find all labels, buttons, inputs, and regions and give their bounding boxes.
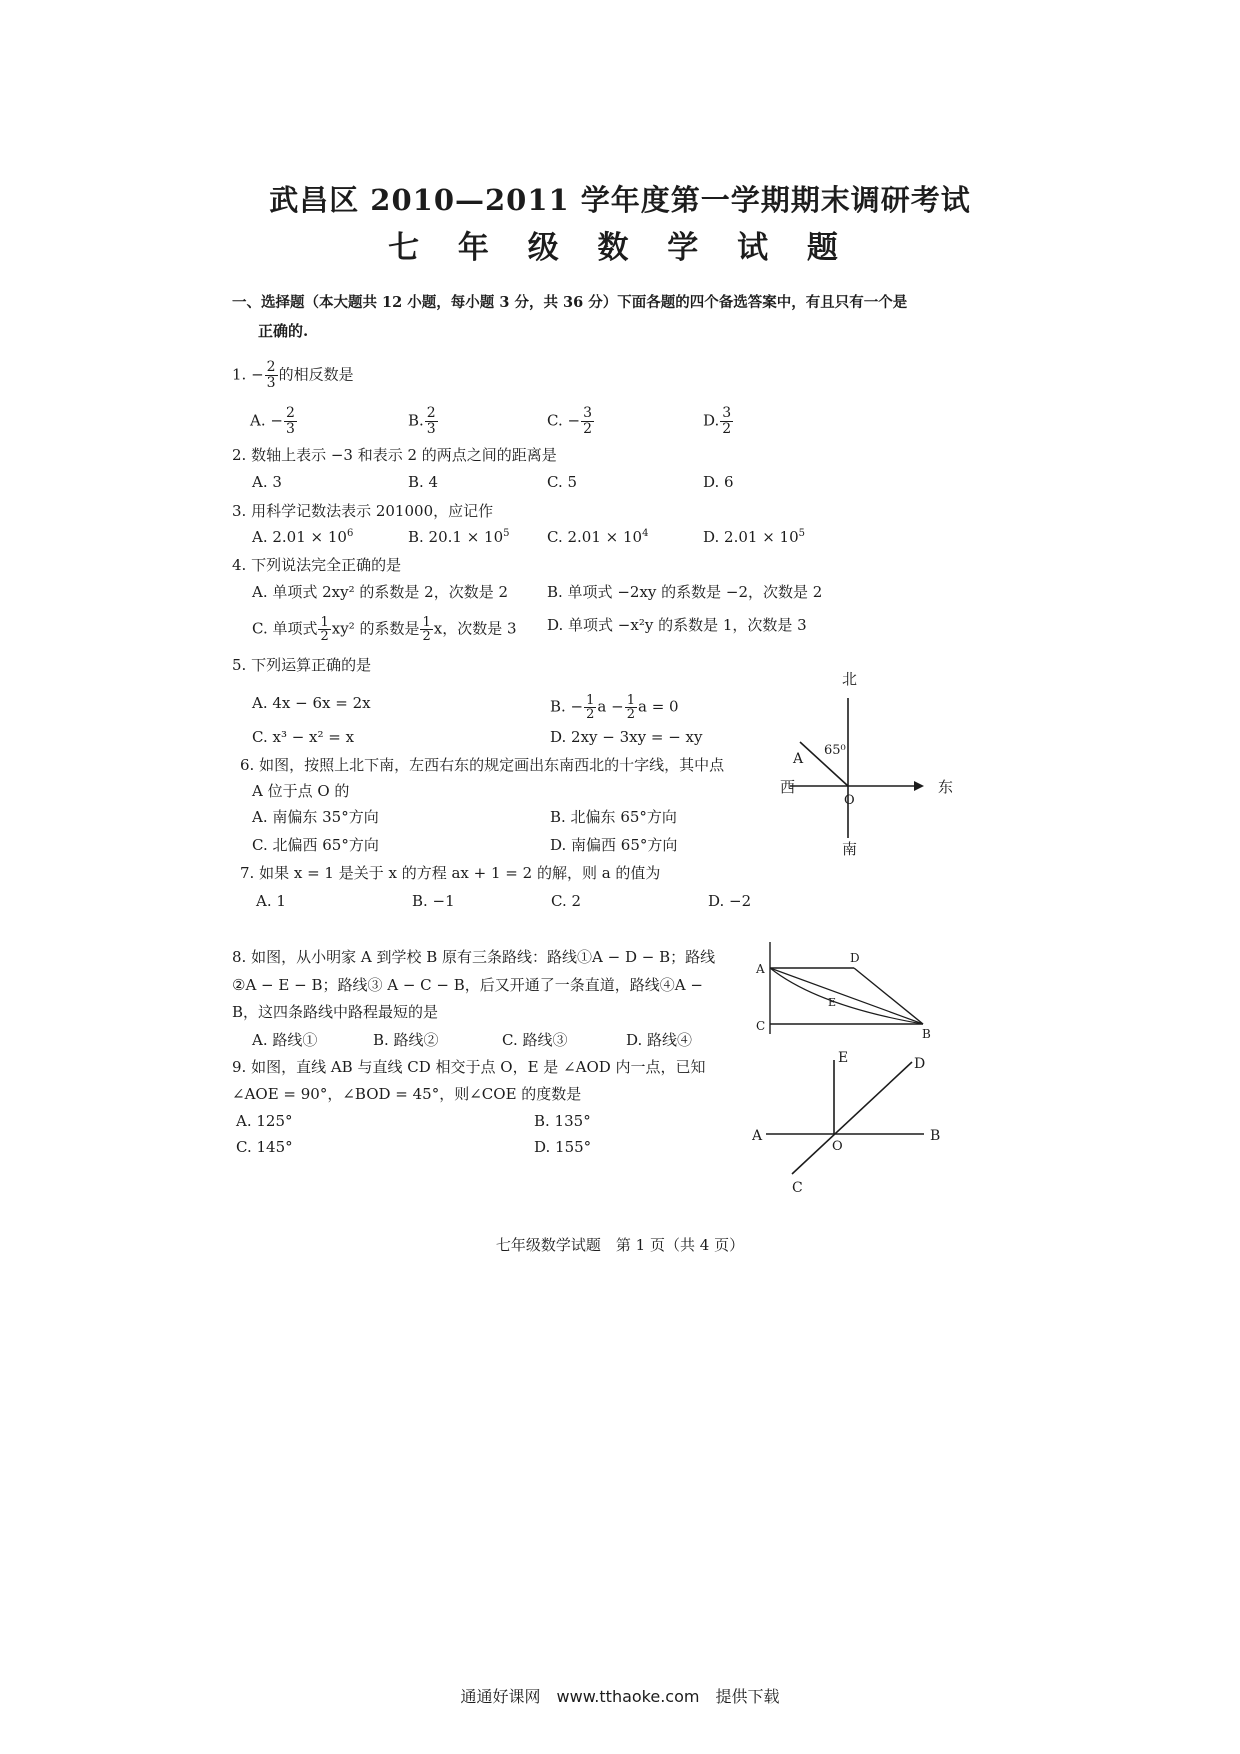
q8-routes-figure — [748, 940, 938, 1040]
q3-c-exp: 4 — [642, 528, 649, 539]
q6-compass-figure — [780, 670, 960, 870]
q3-c-text: C. 2.01 × 10 — [547, 528, 643, 546]
q1-c-label: C. — [547, 411, 563, 430]
q2-option-d: D. 6 — [703, 473, 734, 491]
q7-option-a: A. 1 — [256, 892, 286, 910]
q1-option-b — [408, 406, 439, 437]
q1-b-label: B. — [408, 411, 424, 430]
q1-option-c — [547, 406, 595, 437]
segment-a-b — [770, 968, 923, 1024]
q2-option-a: A. 3 — [252, 473, 282, 491]
q1-b-top: 2 — [426, 405, 436, 421]
q5-b-fraction1 — [584, 694, 596, 721]
label-d: D — [850, 951, 860, 965]
q1-number: 1. — [232, 365, 247, 384]
q1-a-bot: 3 — [285, 421, 295, 437]
section1-heading-cont: 正确的. — [258, 322, 309, 340]
q1-d-top: 3 — [722, 405, 732, 421]
q5-b-mid: a − — [597, 697, 624, 716]
label-a: A — [752, 1128, 763, 1144]
q6-stem-cont: A 位于点 O 的 — [252, 782, 350, 800]
q8-option-a: A. 路线① — [252, 1031, 318, 1049]
q9-stem-cont: ∠AOE = 90°，∠BOD = 45°，则∠COE 的度数是 — [232, 1085, 582, 1103]
q1-a-top: 2 — [285, 405, 295, 421]
q1-fraction-bottom: 3 — [266, 375, 276, 391]
q9-option-a: A. 125° — [236, 1112, 293, 1130]
q4-c-f1-top: 1 — [320, 615, 329, 630]
q1-c-sign: − — [567, 411, 581, 430]
q7-option-d: D. −2 — [708, 892, 752, 910]
q1-a-fraction — [284, 406, 297, 437]
q1-a-label: A. — [250, 411, 266, 430]
q3-option-b — [408, 528, 510, 546]
q5-b-f1-top: 1 — [586, 693, 595, 708]
q6-option-d: D. 南偏西 65°方向 — [550, 836, 678, 854]
q8-option-d: D. 路线④ — [626, 1031, 693, 1049]
q2-option-b: B. 4 — [408, 473, 439, 491]
q8-stem-cont2: B，这四条路线中路程最短的是 — [232, 1003, 439, 1021]
q3-b-exp: 5 — [503, 528, 510, 539]
q1-neg-sign: − — [251, 365, 264, 384]
label-point-o: O — [844, 793, 855, 808]
label-e: E — [838, 1050, 849, 1066]
q4-stem: 4. 下列说法完全正确的是 — [232, 556, 402, 574]
q5-option-a: A. 4x − 6x = 2x — [252, 694, 371, 712]
q3-option-c — [547, 528, 648, 546]
q1-a-sign: − — [270, 411, 283, 430]
q8-stem-cont1: ②A − E − B；路线③ A − C − B，后又开通了一条直道，路线④A − — [232, 976, 703, 994]
label-b: B — [930, 1128, 941, 1144]
q4-c-fraction2 — [420, 616, 432, 643]
exam-subtitle: 七 年 级 数 学 试 题 — [388, 230, 852, 266]
label-c: C — [756, 1019, 766, 1033]
q3-a-exp: 6 — [346, 528, 354, 539]
label-west: 西 — [780, 778, 796, 796]
q8-option-c: C. 路线③ — [502, 1031, 568, 1049]
q1-d-label: D. — [703, 411, 720, 430]
q3-d-exp: 5 — [798, 528, 805, 539]
q1-d-fraction — [720, 406, 733, 437]
q4-option-a: A. 单项式 2xy² 的系数是 2，次数是 2 — [252, 583, 509, 601]
q2-option-c: C. 5 — [547, 473, 578, 491]
q1-stem-text: 的相反数是 — [278, 365, 354, 384]
line-cd — [792, 1062, 912, 1174]
exam-title: 武昌区 2010—2011 学年度第一学期期末调研考试 — [269, 183, 971, 217]
q4-c-fraction1 — [318, 616, 330, 643]
q7-stem: 7. 如果 x = 1 是关于 x 的方程 ax + 1 = 2 的解，则 a 的值为 — [240, 864, 661, 882]
q7-option-b: B. −1 — [412, 892, 455, 910]
q6-option-c: C. 北偏西 65°方向 — [252, 836, 379, 854]
q4-c-pre: C. 单项式 — [252, 619, 318, 638]
q4-c-f2-top: 1 — [422, 615, 431, 630]
q6-stem: 6. 如图，按照上北下南，左西右东的规定画出东南西北的十字线，其中点 — [240, 756, 725, 774]
q9-option-d: D. 155° — [534, 1138, 592, 1156]
label-o: O — [832, 1139, 843, 1154]
q4-c-f2-bot: 2 — [422, 629, 431, 644]
q1-c-bot: 2 — [583, 421, 592, 437]
label-east: 东 — [938, 778, 954, 796]
q1-d-bot: 2 — [722, 421, 732, 437]
q5-b-pre: B. − — [550, 697, 584, 716]
q1-fraction-top: 2 — [266, 359, 276, 375]
q5-b-f2-top: 1 — [626, 693, 635, 708]
q1-fraction — [265, 360, 278, 391]
page-footer: 七年级数学试题 第 1 页（共 4 页） — [495, 1236, 745, 1254]
q1-c-top: 3 — [583, 405, 592, 421]
label-a: A — [756, 962, 765, 976]
q8-stem: 8. 如图，从小明家 A 到学校 B 原有三条路线：路线①A − D − B；路线 — [232, 948, 716, 966]
q4-c-f1-bot: 2 — [320, 629, 329, 644]
q6-option-a: A. 南偏东 35°方向 — [252, 808, 379, 826]
q4-c-end: x，次数是 3 — [433, 619, 517, 638]
label-south: 南 — [842, 840, 858, 858]
label-e: E — [828, 996, 837, 1009]
q3-b-text: B. 20.1 × 10 — [408, 528, 504, 546]
q3-stem: 3. 用科学记数法表示 201000，应记作 — [232, 502, 494, 520]
q4-option-c — [252, 616, 517, 643]
label-c: C — [792, 1180, 803, 1196]
q5-b-fraction2 — [625, 694, 637, 721]
east-arrow-icon — [914, 781, 924, 791]
label-north: 北 — [842, 670, 858, 688]
q9-lines-figure — [752, 1048, 952, 1198]
q5-b-f2-bot: 2 — [626, 707, 635, 722]
q1-option-d — [703, 406, 734, 437]
q1-c-fraction — [581, 406, 594, 437]
label-d: D — [914, 1056, 926, 1072]
q9-option-b: B. 135° — [534, 1112, 591, 1130]
q8-option-b: B. 路线② — [373, 1031, 439, 1049]
section1-heading: 一、选择题（本大题共 12 小题，每小题 3 分，共 36 分）下面各题的四个备选答案中，有且只有一个是 — [232, 294, 908, 311]
label-point-a: A — [793, 751, 804, 767]
q5-option-c: C. x³ − x² = x — [252, 728, 355, 746]
q1-b-fraction — [425, 406, 438, 437]
q1-b-bot: 3 — [426, 421, 436, 437]
q5-option-d: D. 2xy − 3xy = − xy — [550, 728, 703, 746]
q5-b-end: a = 0 — [637, 697, 679, 716]
q1-option-a — [250, 406, 298, 437]
label-angle-65: 65⁰ — [824, 743, 846, 758]
q9-option-c: C. 145° — [236, 1138, 293, 1156]
q1-stem — [232, 360, 354, 391]
q4-option-d: D. 单项式 −x²y 的系数是 1，次数是 3 — [547, 616, 807, 634]
q3-option-d — [703, 528, 805, 546]
segment-d-b — [854, 968, 923, 1024]
label-b: B — [922, 1027, 931, 1040]
download-credit: 通通好课网 www.tthaoke.com 提供下载 — [460, 1687, 780, 1706]
q7-option-c: C. 2 — [551, 892, 582, 910]
q6-option-b: B. 北偏东 65°方向 — [550, 808, 677, 826]
q3-option-a — [252, 528, 353, 546]
q3-a-text: A. 2.01 × 10 — [252, 528, 347, 546]
q2-stem: 2. 数轴上表示 −3 和表示 2 的两点之间的距离是 — [232, 446, 557, 464]
q4-option-b: B. 单项式 −2xy 的系数是 −2，次数是 2 — [547, 583, 823, 601]
q5-b-f1-bot: 2 — [586, 707, 595, 722]
q3-d-text: D. 2.01 × 10 — [703, 528, 799, 546]
q5-stem: 5. 下列运算正确的是 — [232, 656, 372, 674]
q5-option-b — [550, 694, 679, 721]
q9-stem: 9. 如图，直线 AB 与直线 CD 相交于点 O，E 是 ∠AOD 内一点，已知 — [232, 1058, 706, 1076]
q4-c-mid: xy² 的系数是 — [331, 619, 420, 638]
